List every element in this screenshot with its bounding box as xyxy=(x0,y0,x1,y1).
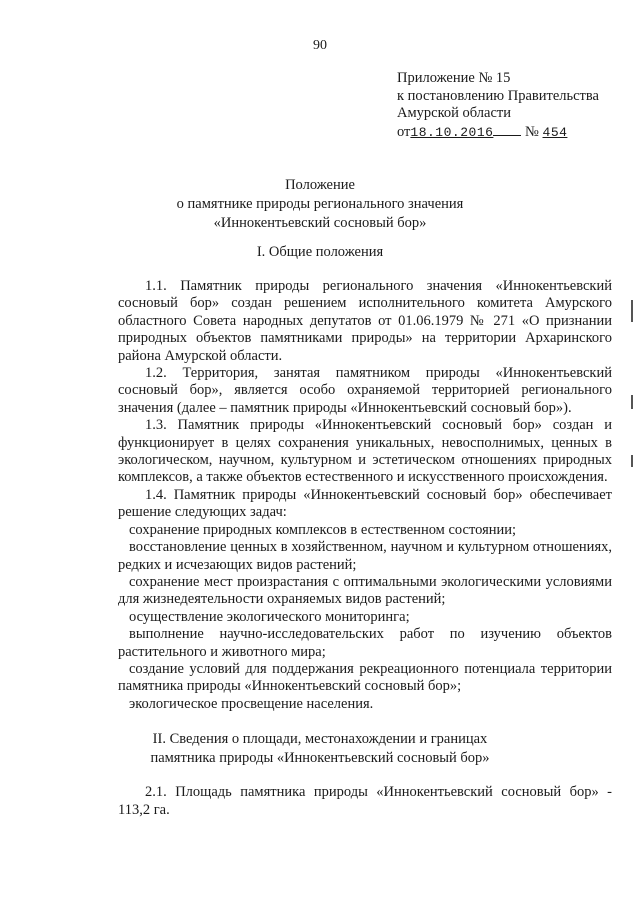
number-prefix: № xyxy=(525,123,539,140)
paragraph-1-1: 1.1. Памятник природы регионального значения «Иннокентьевский сосновый бор» создан решением исполнительного комитета Амурского областного Совета народных депутатов от 01.06.1979 № 271 «О признании природных объектов памятниками природы» на территории Архаринского района Амурской области. xyxy=(118,278,612,364)
task-item: осуществление экологического мониторинга; xyxy=(129,608,410,625)
paragraph-2-1: 2.1. Площадь памятника природы «Иннокентьевский сосновый бор» - 113,2 га. xyxy=(118,784,612,818)
paragraph-1-2: 1.2. Территория, занятая памятником природы «Иннокентьевский сосновый бор», является особо охраняемой территорией регионального значения (далее – памятник природы «Иннокентьевский сосновый бор»). xyxy=(118,365,612,416)
task-item: восстановление ценных в хозяйственном, научном и культурном отношениях, редких и исчезающих видов растений; xyxy=(118,539,612,573)
paragraph-1-4: 1.4. Памятник природы «Иннокентьевский сосновый бор» обеспечивает решение следующих задач: xyxy=(118,486,612,521)
section-2-heading-line-2: памятника природы «Иннокентьевский сосновый бор» xyxy=(150,750,490,766)
scan-margin-mark xyxy=(631,455,633,467)
scan-margin-mark xyxy=(631,395,633,409)
title-line-2: о памятнике природы регионального значения xyxy=(176,196,464,212)
section-1-body xyxy=(118,278,612,713)
appendix-line-1: Приложение № 15 xyxy=(397,70,511,86)
appendix-block xyxy=(397,70,599,141)
appendix-line-3: Амурской области xyxy=(397,105,511,121)
section-2-heading-line-1: II. Сведения о площади, местонахождении и границах xyxy=(152,731,488,747)
scan-margin-mark xyxy=(631,300,633,322)
appendix-date-line xyxy=(397,123,599,142)
task-item: сохранение мест произрастания с оптимальными экологическими условиями для жизнедеятельности охраняемых видов растений; xyxy=(118,573,612,608)
title-line-3: «Иннокентьевский сосновый бор» xyxy=(213,215,427,231)
title-line-1: Положение xyxy=(285,177,355,193)
task-item: выполнение научно-исследовательских работ по изучению объектов растительного и животного мира; xyxy=(118,626,612,660)
task-item: создание условий для поддержания рекреационного потенциала территории памятника природы «Иннокентьевский сосновый бор»; xyxy=(118,660,612,695)
document-title xyxy=(0,176,640,233)
date-prefix: от xyxy=(397,123,411,140)
section-2-heading xyxy=(0,730,640,768)
paragraph-1-3: 1.3. Памятник природы «Иннокентьевский сосновый бор» создан и функционирует в целях сохранения уникальных, невосполнимых, ценных в экологическом, научном, культурном и эстетическом отношениях природных комплексов, а также объектов естественного и искусственного происхождения. xyxy=(118,417,612,486)
appendix-line-2: к постановлению Правительства xyxy=(397,87,599,104)
section-2-body xyxy=(118,783,612,819)
handwritten-date: 18.10.2016 xyxy=(410,124,494,140)
task-item: сохранение природных комплексов в естественном состоянии; xyxy=(129,521,517,538)
task-item: экологическое просвещение населения. xyxy=(129,695,374,712)
page-number: 90 xyxy=(313,38,327,53)
handwritten-number: 454 xyxy=(542,124,568,140)
section-1-heading: I. Общие положения xyxy=(256,244,384,260)
